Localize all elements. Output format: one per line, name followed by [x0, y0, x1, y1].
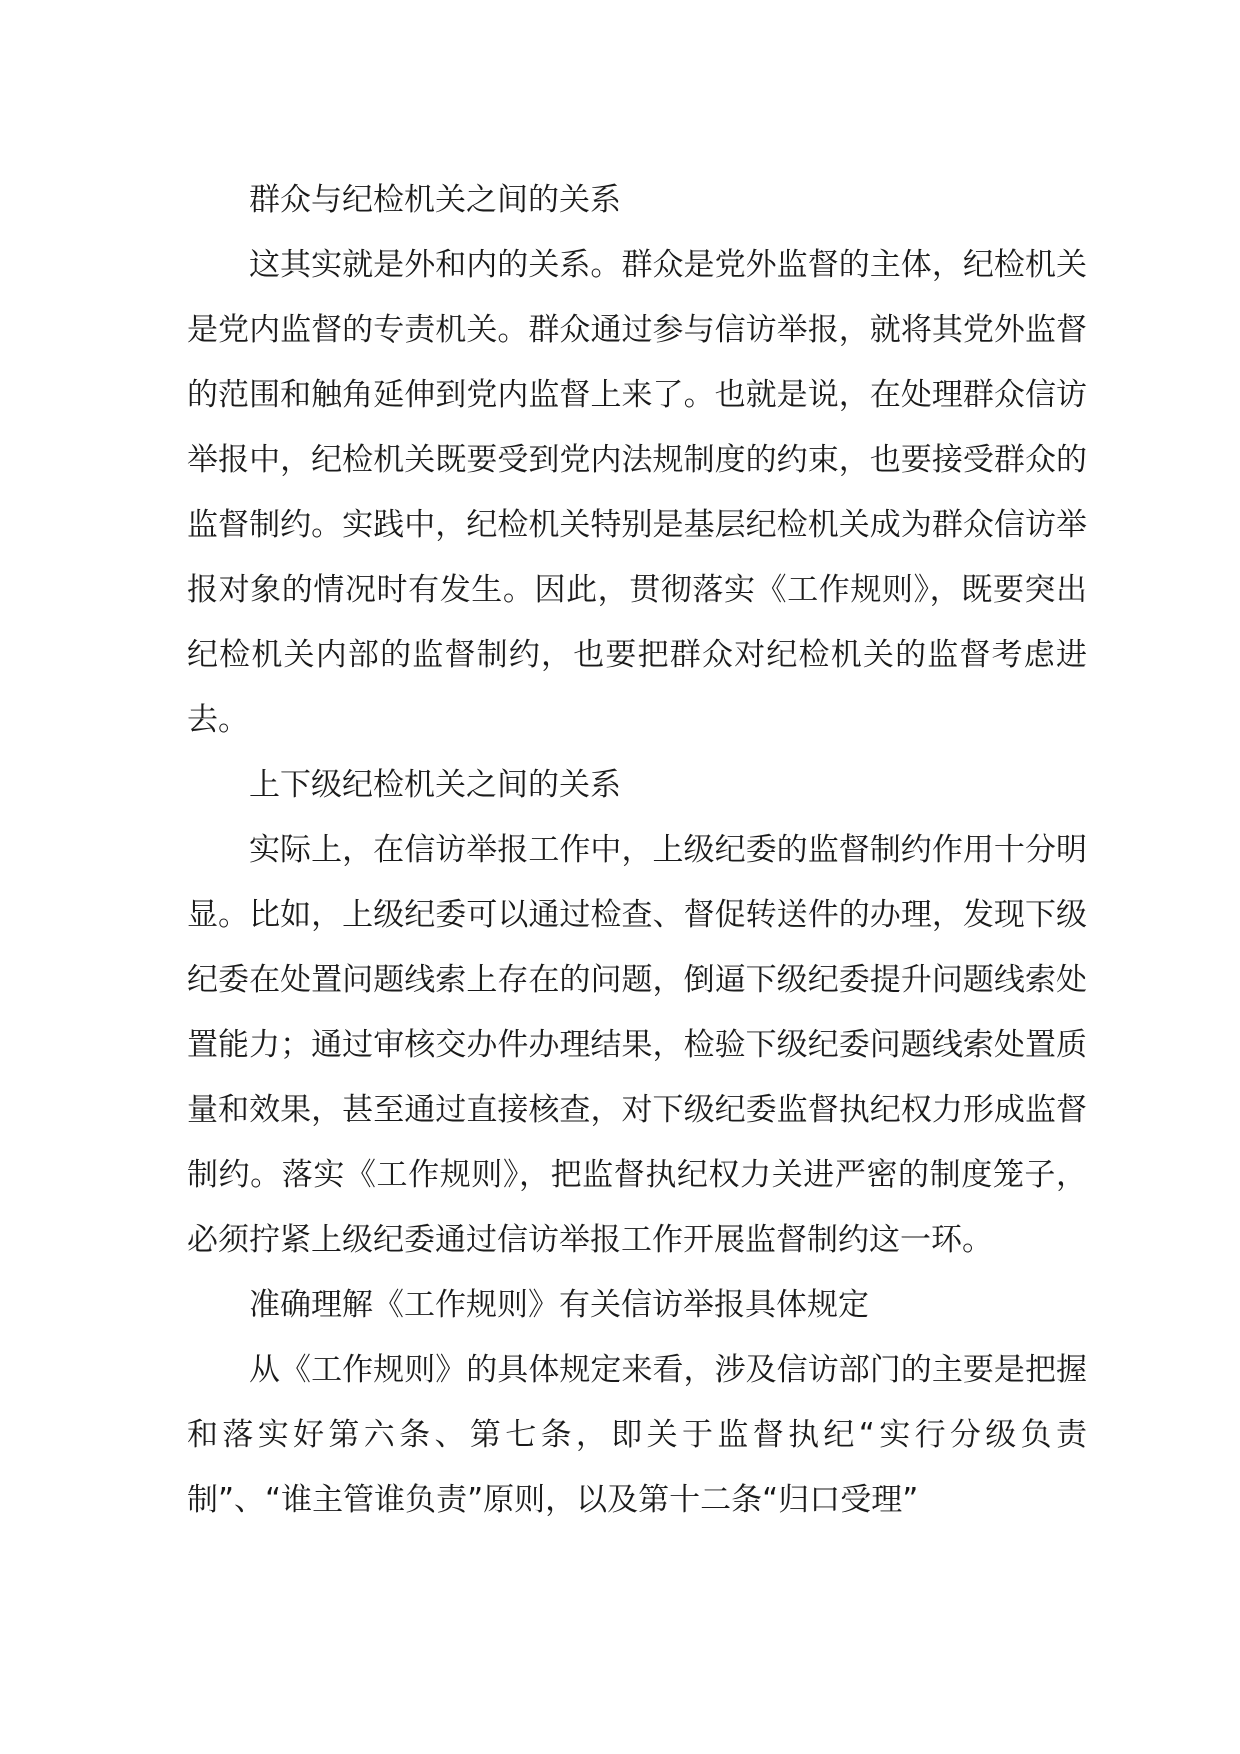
section-heading-understand-work-rules: 准确理解《工作规则》有关信访举报具体规定	[249, 1287, 869, 1323]
paragraph-external-internal-relationship: 这其实就是外和内的关系。群众是党外监督的主体，纪检机关是党内监督的专责机关。群众通过参与信访举报，就将其党外监督的范围和触角延伸到党内监督上来了。也就是说，在处理群众信访举报中，纪检机关既要受到党内法规制度的约束，也要接受群众的监督制约。实践中，纪检机关特别是基层纪检机关成为群众信访举报对象的情况时有发生。因此，贯彻落实《工作规则》，既要突出纪检机关内部的监督制约，也要把群众对纪检机关的监督考虑进去。	[187, 247, 1087, 738]
section-heading-upper-lower-organs: 上下级纪检机关之间的关系	[249, 767, 621, 803]
paragraph-specific-provisions: 从《工作规则》的具体规定来看，涉及信访部门的主要是把握和落实好第六条、第七条，即关于监督执纪“实行分级负责制”、“谁主管谁负责”原则，以及第十二条“归口受理”	[187, 1352, 1087, 1518]
section-heading-masses-and-discipline-organs: 群众与纪检机关之间的关系	[249, 182, 621, 218]
document-body	[187, 168, 1087, 1533]
paragraph-upper-level-supervision: 实际上，在信访举报工作中，上级纪委的监督制约作用十分明显。比如，上级纪委可以通过检查、督促转送件的办理，发现下级纪委在处置问题线索上存在的问题，倒逼下级纪委提升问题线索处置能力；通过审核交办件办理结果，检验下级纪委问题线索处置质量和效果，甚至通过直接核查，对下级纪委监督执纪权力形成监督制约。落实《工作规则》，把监督执纪权力关进严密的制度笼子，必须拧紧上级纪委通过信访举报工作开展监督制约这一环。	[187, 832, 1087, 1258]
